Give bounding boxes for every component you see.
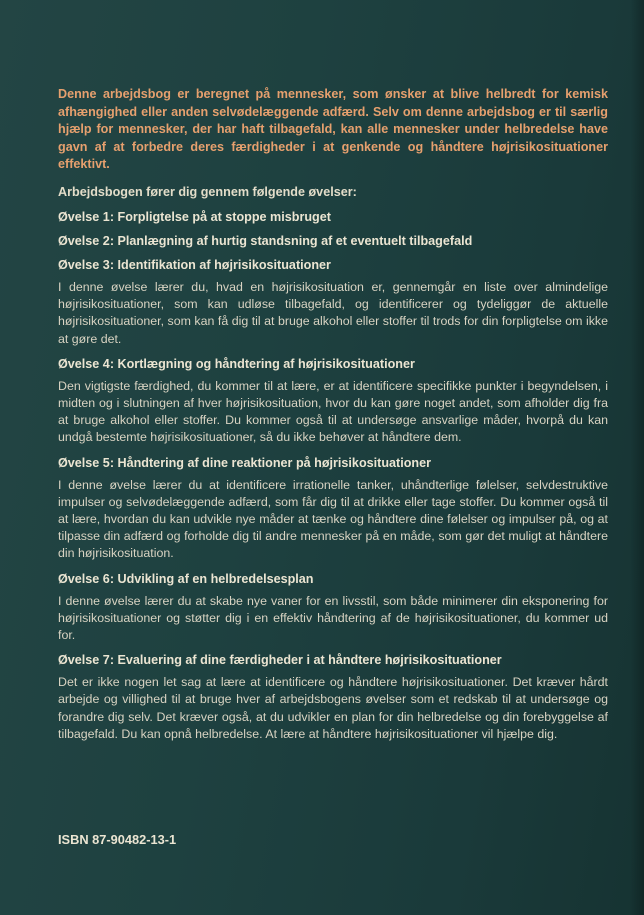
exercise-title: Øvelse 5: Håndtering af dine reaktioner på højrisikosituationer — [58, 455, 432, 470]
exercise-6 — [58, 571, 608, 645]
intro-paragraph: Denne arbejdsbog er beregnet på mennesker, som ønsker at blive helbredt for kemisk afhængighed eller anden selvødelæggende adfærd. Selv om denne arbejdsbog er til særlig hjælp for mennesker, der har haft tilbagefald, kan alle mennesker under helbredelse have gavn af at forbedre deres færdigheder i at genkende og håndtere højrisikosituationer effektivt. — [58, 87, 608, 172]
exercise-7 — [58, 652, 608, 743]
exercise-5 — [58, 455, 608, 563]
exercise-title: Øvelse 3: Identifikation af højrisikosituationer — [58, 257, 331, 272]
exercise-title: Øvelse 6: Udvikling af en helbredelsesplan — [58, 571, 314, 586]
exercise-description: I denne øvelse lærer du at skabe nye vaner for en livsstil, som både minimerer din eksponering for højrisikosituationer og støtter dig i en effektiv håndtering af de højrisikosituationer, du kommer ud for. — [58, 593, 608, 643]
exercise-description: Det er ikke nogen let sag at lære at identificere og håndtere højrisikosituationer. Det kræver hårdt arbejde og villighed til at bruge hver af arbejdsbogens øvelser som et redskab til at undersøge og forandre dig selv. Det kræver også, at du udvikler en plan for din helbredelse og din forebyggelse af tilbagefald. Du kan opnå helbredelse. At lære at håndtere højrisikosituationer vil hjælpe dig. — [58, 675, 608, 741]
cover-text-block — [58, 86, 608, 751]
exercise-description: Den vigtigste færdighed, du kommer til at lære, er at identificere specifikke punkter i begyndelsen, i midten og i slutningen af hver højrisikosituation, hvor du kan gøre noget andet, som afholder dig fra at bruge alkohol eller stoffer. Du kommer også til at undersøge ansvarlige måder, hvorpå du kan undgå bestemte højrisikosituationer, så du ikke behøver at håndtere dem. — [58, 378, 608, 445]
exercises-lead: Arbejdsbogen fører dig gennem følgende øvelser: — [58, 184, 357, 199]
exercise-3 — [58, 257, 608, 348]
exercise-title: Øvelse 2: Planlægning af hurtig standsning af et eventuelt tilbagefald — [58, 233, 473, 248]
exercise-4 — [58, 356, 608, 447]
exercise-title: Øvelse 4: Kortlægning og håndtering af højrisikosituationer — [58, 356, 415, 371]
exercise-description: I denne øvelse lærer du at identificere irrationelle tanker, uhåndterlige følelser, selvdestruktive impulser og selvødelæggende adfærd, som får dig til at drikke eller tage stoffer. Du kommer også til at lære, hvordan du kan udvikle nye måder at tænke og håndtere dine følelser og impulser på, og at tilpasse din adfærd og forholde dig til andre mennesker på en måde, som gør det muligt at håndtere din højrisikosituation. — [58, 477, 608, 561]
exercise-2 — [58, 233, 608, 250]
cover-edge-shadow — [630, 0, 644, 915]
isbn-number: ISBN 87-90482-13-1 — [58, 832, 177, 847]
exercise-title: Øvelse 1: Forpligtelse på at stoppe misbruget — [58, 209, 331, 224]
exercise-1 — [58, 209, 608, 226]
exercise-description: I denne øvelse lærer du, hvad en højrisikosituation er, gennemgår en liste over almindelige højrisikosituationer, som kan udløse tilbagefald, og identificerer og tydeliggør de aktuelle højrisikosituationer, som kan få dig til at bruge alkohol eller stoffer til trods for din forpligtelse om ikke at gøre det. — [58, 279, 608, 346]
exercise-title: Øvelse 7: Evaluering af dine færdigheder i at håndtere højrisikosituationer — [58, 653, 502, 668]
